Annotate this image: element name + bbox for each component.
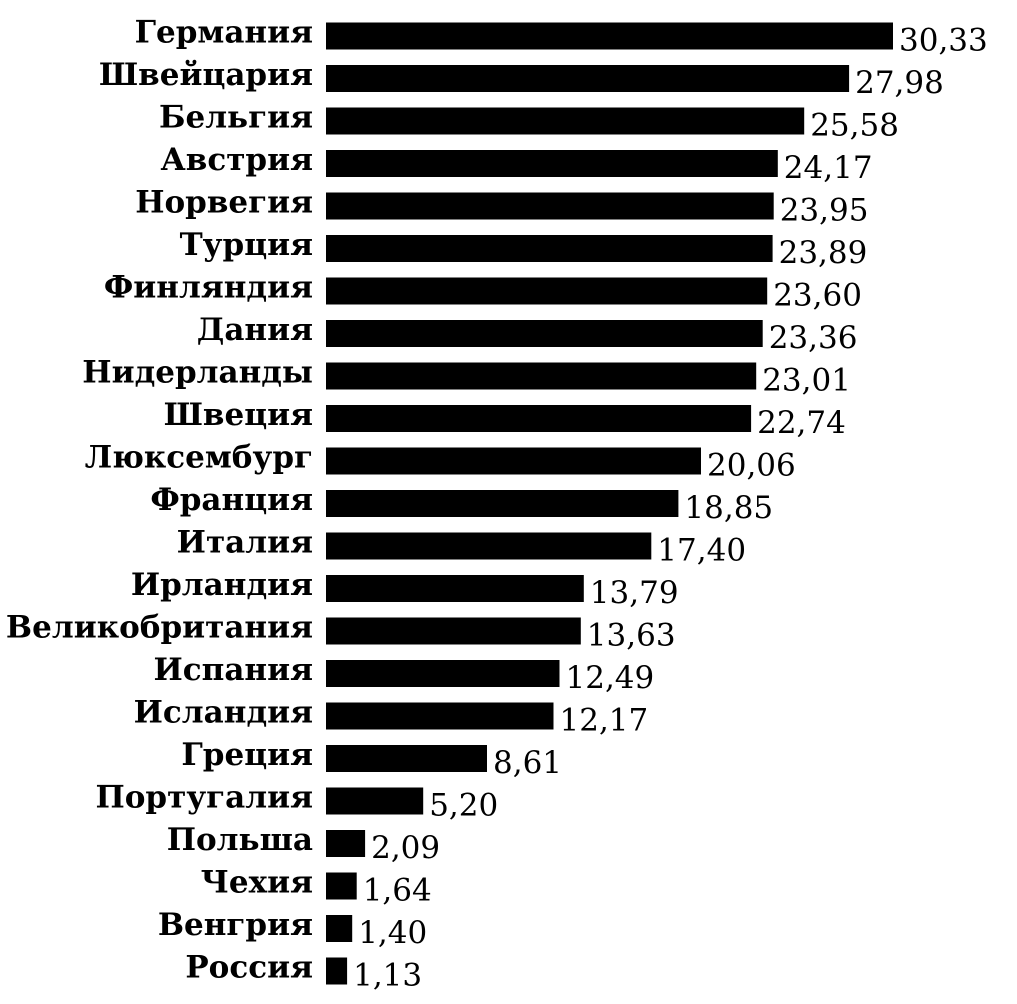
category-label: Польша	[166, 822, 313, 858]
value-label: 20,06	[707, 447, 796, 484]
bar	[326, 405, 751, 432]
category-label: Бельгия	[158, 99, 313, 136]
bar	[326, 363, 756, 390]
category-label: Чехия	[200, 864, 313, 901]
value-label: 23,89	[778, 235, 868, 271]
value-label: 23,01	[762, 362, 851, 399]
category-label: Франция	[150, 482, 313, 518]
category-label: Италия	[176, 524, 313, 561]
bar	[326, 703, 554, 730]
category-labels-layer	[6, 15, 313, 986]
value-label: 13,63	[586, 617, 676, 654]
bar	[326, 23, 893, 50]
bar	[326, 193, 774, 220]
value-label: 1,40	[358, 915, 428, 951]
value-label: 24,17	[783, 150, 873, 186]
value-label: 8,61	[493, 745, 563, 781]
value-label: 5,20	[429, 787, 499, 824]
bar	[326, 745, 487, 772]
category-label: Норвегия	[135, 184, 313, 221]
category-label: Венгрия	[157, 907, 313, 943]
value-label: 23,95	[779, 192, 869, 229]
bar	[326, 830, 365, 857]
value-label: 23,36	[768, 320, 858, 356]
value-label: 12,49	[565, 660, 655, 696]
value-label: 22,74	[757, 405, 846, 441]
value-label: 23,60	[773, 277, 862, 314]
category-label: Греция	[181, 737, 313, 773]
bar	[326, 915, 352, 942]
category-label: Исландия	[133, 694, 313, 731]
category-label: Германия	[134, 14, 313, 51]
category-label: Дания	[196, 312, 313, 348]
category-label: Люксембург	[84, 439, 313, 476]
category-label: Австрия	[160, 142, 313, 178]
bar	[326, 533, 651, 560]
bar	[326, 618, 581, 645]
value-label: 12,17	[559, 702, 649, 739]
value-label: 13,79	[589, 575, 679, 611]
bar	[326, 320, 763, 347]
bar	[326, 958, 347, 985]
category-label: Португалия	[95, 779, 313, 816]
bar	[326, 65, 849, 92]
bar	[326, 575, 584, 602]
bar	[326, 108, 804, 135]
category-label: Испания	[153, 652, 313, 688]
bar	[326, 490, 678, 517]
value-label: 30,33	[899, 22, 988, 59]
value-label: 27,98	[855, 65, 944, 101]
value-label: 18,85	[684, 490, 774, 526]
category-label: Великобритания	[5, 609, 313, 646]
bar	[326, 448, 701, 475]
bar	[326, 873, 357, 900]
category-label: Швеция	[163, 397, 313, 433]
category-label: Россия	[185, 949, 313, 986]
value-label: 1,64	[362, 872, 432, 909]
bar	[326, 788, 423, 815]
category-label: Турция	[179, 227, 313, 263]
value-label: 25,58	[810, 107, 899, 144]
bar	[326, 660, 560, 687]
category-label: Швейцария	[98, 57, 313, 93]
bar	[326, 150, 778, 177]
category-label: Финляндия	[103, 269, 313, 306]
value-label: 2,09	[371, 830, 441, 866]
bar	[326, 235, 773, 262]
value-label: 17,40	[657, 532, 747, 569]
value-label: 1,13	[353, 957, 423, 994]
category-label: Ирландия	[130, 567, 313, 603]
bar	[326, 278, 767, 305]
category-label: Нидерланды	[82, 354, 313, 391]
